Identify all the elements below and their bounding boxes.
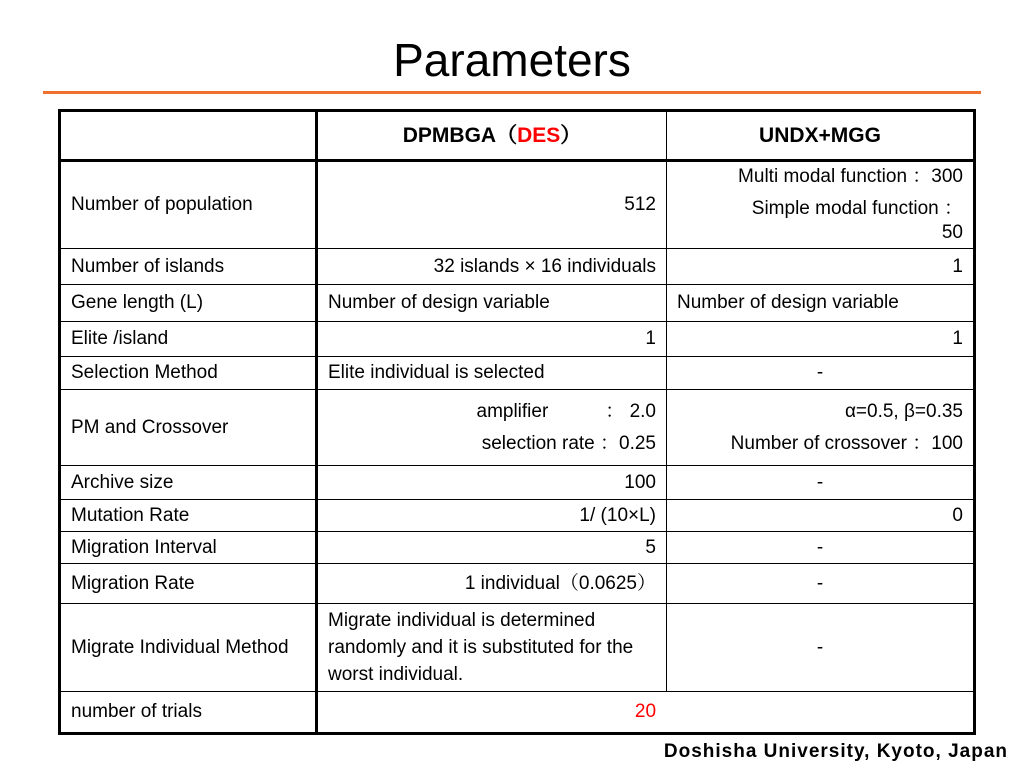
undx-value: Number of design variable — [667, 285, 975, 322]
row-label: Mutation Rate — [60, 500, 317, 532]
undx-value: - — [667, 564, 975, 604]
undx-line: Multi modal function ：300 — [738, 166, 963, 187]
row-label: Migrate Individual Method — [60, 604, 317, 692]
table-row — [60, 604, 975, 692]
header-dpmbga-suffix: ） — [560, 123, 582, 147]
dpmbga-value: Migrate individual is determined randomly and it is substituted for the worst individual. — [317, 604, 667, 692]
row-label: Number of islands — [60, 249, 317, 285]
undx-line: Simple modal function ： — [751, 198, 963, 219]
title-divider — [43, 91, 981, 94]
table-row — [60, 532, 975, 564]
undx-value: - — [667, 532, 975, 564]
dpmbga-value: 5 — [317, 532, 667, 564]
header-dpmbga-prefix: DPMBGA（ — [402, 123, 518, 147]
undx-value — [667, 390, 975, 466]
header-dpmbga-des: DES — [517, 123, 561, 147]
row-label: Archive size — [60, 466, 317, 500]
undx-line: Number of crossover ：100 — [730, 432, 963, 454]
dpmbga-value: 100 — [317, 466, 667, 500]
table-row — [60, 564, 975, 604]
dpmbga-line: amplifier ： 2.0 — [476, 400, 656, 422]
undx-value: - — [667, 466, 975, 500]
header-dpmbga — [317, 111, 667, 161]
row-label: Selection Method — [60, 357, 317, 390]
row-label: Migration Interval — [60, 532, 317, 564]
dpmbga-value: 1 individual（0.0625） — [317, 564, 667, 604]
table-row — [60, 249, 975, 285]
table-row — [60, 161, 975, 249]
row-label: Elite /island — [60, 322, 317, 357]
footer-affiliation: Doshisha University, Kyoto, Japan — [663, 741, 1008, 762]
page-title: Parameters — [393, 34, 631, 86]
table-header-row — [60, 111, 975, 161]
row-label: number of trials — [60, 692, 317, 734]
undx-value: 0 — [667, 500, 975, 532]
dpmbga-value: Elite individual is selected — [317, 357, 667, 390]
header-empty-cell — [60, 111, 317, 161]
dpmbga-value: 1 — [317, 322, 667, 357]
dpmbga-value: 32 islands × 16 individuals — [317, 249, 667, 285]
table-row — [60, 285, 975, 322]
header-undx: UNDX+MGG — [667, 111, 975, 161]
dpmbga-value: 512 — [317, 161, 667, 249]
row-label: Gene length (L) — [60, 285, 317, 322]
table-row — [60, 357, 975, 390]
table-row — [60, 390, 975, 466]
table-row — [60, 322, 975, 357]
trials-value: 20 — [317, 692, 975, 734]
table-row — [60, 500, 975, 532]
undx-value: 1 — [667, 249, 975, 285]
dpmbga-line: selection rate ：0.25 — [481, 432, 656, 454]
dpmbga-value — [317, 390, 667, 466]
dpmbga-value: 1/ (10×L) — [317, 500, 667, 532]
undx-value — [667, 161, 975, 249]
row-label: Migration Rate — [60, 564, 317, 604]
undx-value: - — [667, 604, 975, 692]
table-row — [60, 466, 975, 500]
dpmbga-value: Number of design variable — [317, 285, 667, 322]
table-row — [60, 692, 975, 734]
undx-line: α=0.5, β=0.35 — [844, 400, 963, 422]
undx-value: - — [667, 357, 975, 390]
undx-line: 50 — [941, 222, 963, 243]
undx-value: 1 — [667, 322, 975, 357]
row-label: Number of population — [60, 161, 317, 249]
parameters-table — [58, 109, 976, 735]
row-label: PM and Crossover — [60, 390, 317, 466]
